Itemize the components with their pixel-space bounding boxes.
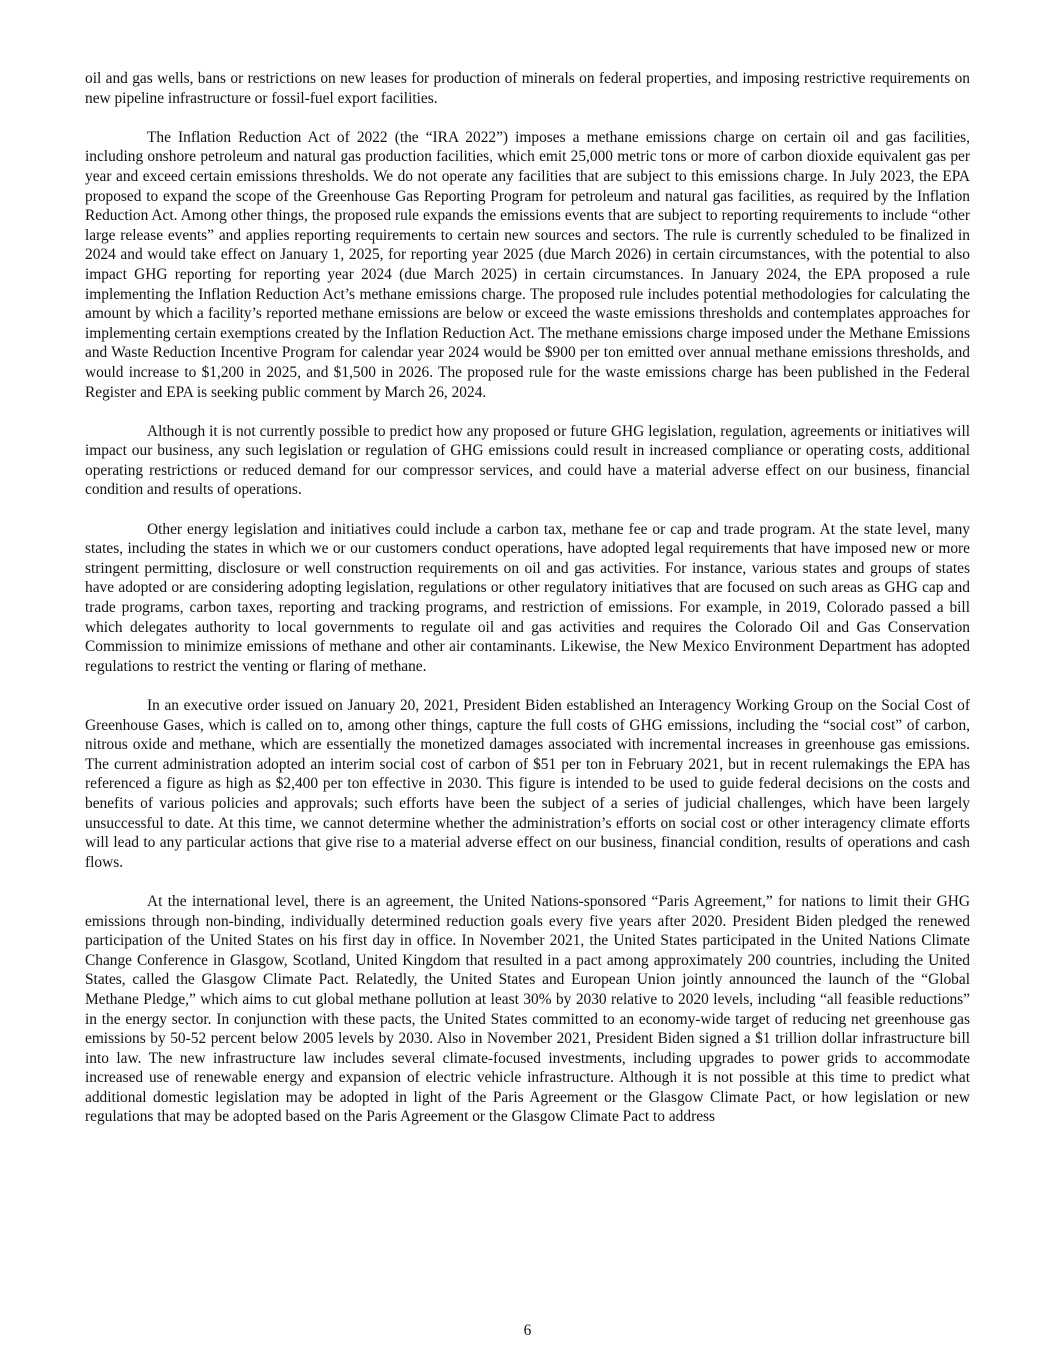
paragraph-ghg-impact: Although it is not currently possible to predict how any proposed or future GHG legislation, regulation, agreements or initiatives will impact our business, any such legislation or regulation of GHG emissions could result in increased compliance or operating costs, additional operating restrictions or reduced demand for our compressor services, and could have a material adverse effect on our business, financial condition and results of operations. xyxy=(85,422,970,499)
paragraph-international: At the international level, there is an agreement, the United Nations-sponsored “Paris Agreement,” for nations to limit their GHG emissions through non-binding, individually determined reduction goals every five years after 2020. President Biden pledged the renewed participation of the United States on his first day in office. In November 2021, the United States participated in the United Nations Climate Change Conference in Glasgow, Scotland, United Kingdom that resulted in a pact among approximately 200 countries, including the United States, called the Glasgow Climate Pact. Relatedly, the United States and European Union jointly announced the launch of the “Global Methane Pledge,” which aims to cut global methane pollution at least 30% by 2030 relative to 2020 levels, including “all feasible reductions” in the energy sector. In conjunction with these pacts, the United States committed to an economy-wide target of reducing net greenhouse gas emissions by 50-52 percent below 2005 levels by 2030. Also in November 2021, President Biden signed a $1 trillion dollar infrastructure bill into law. The new infrastructure law includes several climate-focused investments, including upgrades to power grids to accommodate increased use of renewable energy and expansion of electric vehicle infrastructure. Although it is not possible at this time to predict what additional domestic legislation may be adopted in light of the Paris Agreement or the Glasgow Climate Pact, or how legislation or new regulations that may be adopted based on the Paris Agreement or the Glasgow Climate Pact to address xyxy=(85,892,970,1126)
paragraph-ira-2022: The Inflation Reduction Act of 2022 (the “IRA 2022”) imposes a methane emissions charge on certain oil and gas facilities, including onshore petroleum and natural gas production facilities, which emit 25,000 metric tons or more of carbon dioxide equivalent gas per year and exceed certain emissions thresholds. We do not operate any facilities that are subject to this emissions charge. In July 2023, the EPA proposed to expand the scope of the Greenhouse Gas Reporting Program for petroleum and natural gas facilities, as required by the Inflation Reduction Act. Among other things, the proposed rule expands the emissions events that are subject to reporting requirements to include “other large release events” and applies reporting requirements to certain new sources and sectors. The rule is currently scheduled to be finalized in 2024 and would take effect on January 1, 2025, for reporting year 2025 (due March 2026) in certain circumstances, with the potential to also impact GHG reporting for reporting year 2024 (due March 2025) in certain circumstances. In January 2024, the EPA proposed a rule implementing the Inflation Reduction Act’s methane emissions charge. The proposed rule includes potential methodologies for calculating the amount by which a facility’s reported methane emissions are below or exceed the waste emissions thresholds and contemplates approaches for implementing certain exemptions created by the Inflation Reduction Act. The methane emissions charge imposed under the Methane Emissions and Waste Reduction Incentive Program for calendar year 2024 would be $900 per ton emitted over annual methane emissions thresholds, and would increase to $1,200 in 2025, and $1,500 in 2026. The proposed rule for the waste emissions charge has been published in the Federal Register and EPA is seeking public comment by March 26, 2024. xyxy=(85,128,970,401)
document-body xyxy=(85,69,970,1147)
paragraph-continuation: oil and gas wells, bans or restrictions on new leases for production of minerals on federal properties, and imposing restrictive requirements on new pipeline infrastructure or fossil-fuel export facilities. xyxy=(85,70,970,107)
page-number: 6 xyxy=(523,1322,532,1339)
paragraph-social-cost: In an executive order issued on January 20, 2021, President Biden established an Interagency Working Group on the Social Cost of Greenhouse Gases, which is called on to, among other things, capture the full costs of GHG emissions, including the “social cost” of carbon, nitrous oxide and methane, which are essentially the monetized damages associated with incremental increases in greenhouse gas emissions. The current administration adopted an interim social cost of carbon of $51 per ton in February 2021, but in recent rulemakings the EPA has referenced a figure as high as $2,400 per ton effective in 2030. This figure is intended to be used to guide federal decisions on the costs and benefits of various policies and approvals; such efforts have been the subject of a series of judicial challenges, which have been largely unsuccessful to date. At this time, we cannot determine whether the administration’s efforts on social cost or other interagency climate efforts will lead to any particular actions that give rise to a material adverse effect on our business, financial condition, results of operations and cash flows. xyxy=(85,697,970,871)
paragraph-state-legislation: Other energy legislation and initiatives could include a carbon tax, methane fee or cap and trade program. At the state level, many states, including the states in which we or our customers conduct operations, have adopted legal requirements that have imposed new or more stringent permitting, disclosure or well construction requirements on oil and gas activities. For instance, various states and groups of states have adopted or are considering adopting legislation, regulations or other regulatory initiatives that are focused on such areas as GHG cap and trade programs, carbon taxes, reporting and tracking programs, and restriction of emissions. For example, in 2019, Colorado passed a bill which delegates authority to local governments to regulate oil and gas activities and requires the Colorado Oil and Gas Conservation Commission to minimize emissions of methane and other air contaminants. Likewise, the New Mexico Environment Department has adopted regulations to restrict the venting or flaring of methane. xyxy=(85,520,970,675)
